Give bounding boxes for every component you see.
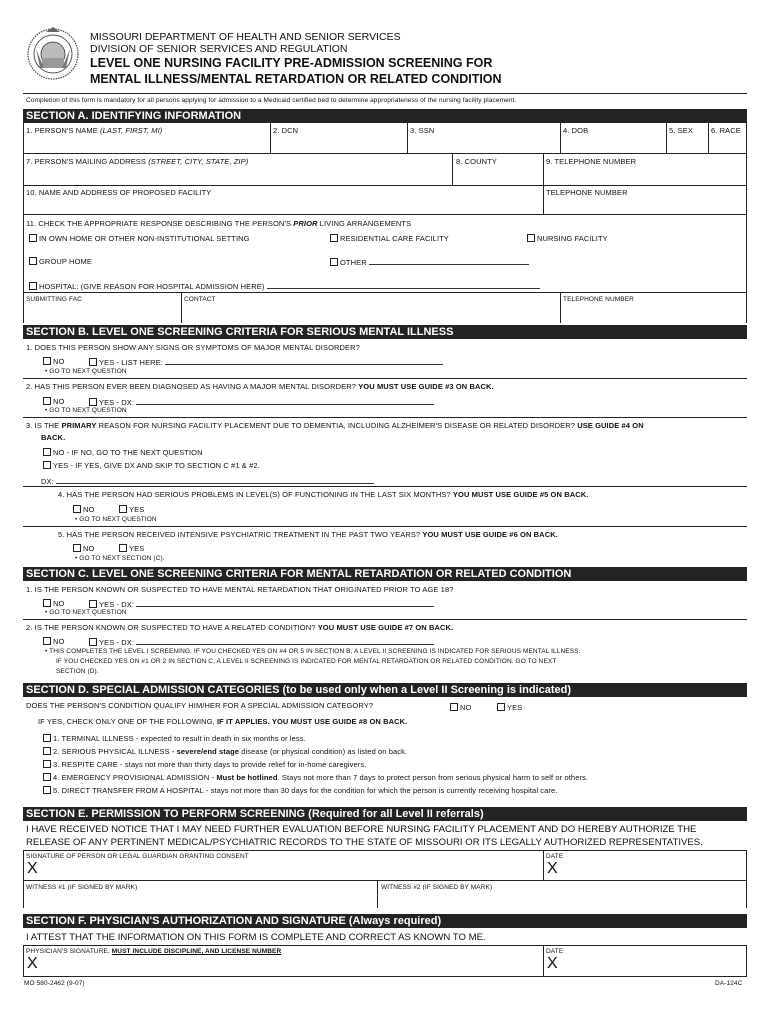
checkbox[interactable] <box>29 257 37 265</box>
field-label-dob: 4. DOB <box>563 126 589 135</box>
d-instruction: IF YES, CHECK ONLY ONE OF THE FOLLOWING, IF IT APPLIES. YOU MUST USE GUIDE #8 ON BACK. <box>38 717 408 726</box>
department-name: MISSOURI DEPARTMENT OF HEALTH AND SENIOR SERVICES <box>90 31 401 43</box>
b-question-1: 1. DOES THIS PERSON SHOW ANY SIGNS OR SYMPTOMS OF MAJOR MENTAL DISORDER? <box>26 343 360 352</box>
e-signature-field[interactable] <box>45 862 535 878</box>
checkbox[interactable] <box>73 544 81 552</box>
field-label-submitting-fac: SUBMITTING FAC <box>26 296 82 303</box>
checkbox[interactable] <box>119 544 127 552</box>
c-question-1: 1. IS THE PERSON KNOWN OR SUSPECTED TO HAVE MENTAL RETARDATION THAT ORIGINATED PRIOR TO AGE 18? <box>26 585 454 594</box>
e-consent-text-2: RELEASE OF ANY PERTINENT MEDICAL/PSYCHIATRIC RECORDS TO THE STATE OF MISSOURI OR ITS LEGALLY AUTHORIZED REPRESENTATIVES. <box>26 837 703 848</box>
b-question-5: 5. HAS THE PERSON RECEIVED INTENSIVE PSYCHIATRIC TREATMENT IN THE PAST TWO YEARS? YOU MUST USE GUIDE #6 ON BACK. <box>58 530 558 539</box>
b-question-2: 2. HAS THIS PERSON EVER BEEN DIAGNOSED AS HAVING A MAJOR MENTAL DISORDER? YOU MUST USE GUIDE #3 ON BACK. <box>26 382 494 391</box>
section-f-heading: SECTION F. PHYSICIAN'S AUTHORIZATION AND SIGNATURE (Always required) <box>23 914 747 928</box>
b2-go-next: • GO TO NEXT QUESTION <box>45 407 127 414</box>
section-d-heading: SECTION D. SPECIAL ADMISSION CATEGORIES (to be used only when a Level II Screening is indicated) <box>23 683 747 697</box>
b5-go-next-section: • GO TO NEXT SECTION (C). <box>75 555 165 562</box>
c-completion-note-3: SECTION (D). <box>56 668 99 675</box>
checkbox[interactable] <box>43 786 51 794</box>
c1-dx-input[interactable] <box>136 599 434 607</box>
form-code: DA-124C <box>715 980 743 987</box>
field-label-contact-telephone: TELEPHONE NUMBER <box>563 296 634 303</box>
form-title-line1: LEVEL ONE NURSING FACILITY PRE-ADMISSION SCREENING FOR <box>90 56 493 70</box>
f-signature-x: X <box>27 955 38 972</box>
b5-yes-option[interactable]: YES <box>119 544 144 553</box>
checkbox[interactable] <box>89 358 97 366</box>
field-label-county: 8. COUNTY <box>456 157 497 166</box>
b4-yes-option[interactable]: YES <box>119 505 144 514</box>
c1-no-option[interactable]: NO <box>43 599 64 608</box>
d-option-hospital-transfer[interactable]: 5. DIRECT TRANSFER FROM A HOSPITAL - stays not more than 30 days for the condition for which the person is currently receiving hospital care. <box>43 786 557 795</box>
b1-go-next: • GO TO NEXT QUESTION <box>45 368 127 375</box>
e-witness-1-label: WITNESS #1 (IF SIGNED BY MARK) <box>26 884 138 891</box>
checkbox[interactable] <box>89 600 97 608</box>
form-number: MO 580-2462 (9-07) <box>24 980 85 987</box>
c-question-2: 2. IS THE PERSON KNOWN OR SUSPECTED TO HAVE A RELATED CONDITION? YOU MUST USE GUIDE #7 ON BACK. <box>26 623 454 632</box>
b3-dx-input[interactable] <box>56 476 374 484</box>
d-option-emergency-admission[interactable]: 4. EMERGENCY PROVISIONAL ADMISSION - Must be hotlined. Stays not more than 7 days to protect person from serious physical harm to self or others. <box>43 773 588 782</box>
b-question-3-back: BACK. <box>41 433 66 442</box>
d-question: DOES THE PERSON'S CONDITION QUALIFY HIM/HER FOR A SPECIAL ADMISSION CATEGORY? <box>26 701 374 710</box>
option-group-home[interactable]: GROUP HOME <box>29 257 92 266</box>
checkbox[interactable] <box>43 734 51 742</box>
checkbox[interactable] <box>119 505 127 513</box>
field-label-ssn: 3. SSN <box>410 126 435 135</box>
checkbox[interactable] <box>43 357 51 365</box>
c-completion-note-2: IF YOU CHECKED YES ON #1 OR 2 IN SECTION C, A LEVEL II SCREENING IS INDICATED FOR MENTAL RETARDATION OR RELATED CONDITION. GO TO NEXT <box>56 658 557 665</box>
form-title-line2: MENTAL ILLNESS/MENTAL RETARDATION OR RELATED CONDITION <box>90 72 502 86</box>
field-label-facility-telephone: TELEPHONE NUMBER <box>546 188 628 197</box>
option-own-home[interactable]: IN OWN HOME OR OTHER NON-INSTITUTIONAL SETTING <box>29 234 250 243</box>
checkbox[interactable] <box>43 747 51 755</box>
option-hospital[interactable]: HOSPITAL: (GIVE REASON FOR HOSPITAL ADMISSION HERE) <box>29 281 540 291</box>
field-label-race: 6. RACE <box>711 126 741 135</box>
e-consent-text-1: I HAVE RECEIVED NOTICE THAT I MAY NEED FURTHER EVALUATION BEFORE NURSING FACILITY PLACEMENT AND DO HEREBY AUTHORIZE THE <box>26 824 697 835</box>
b-question-3: 3. IS THE PRIMARY REASON FOR NURSING FACILITY PLACEMENT DUE TO DEMENTIA, INCLUDING ALZHEIMER'S DISEASE OR RELATED DISORDER? USE GUIDE #4 ON <box>26 421 644 430</box>
f-signature-field[interactable] <box>45 957 535 973</box>
b1-no-option[interactable]: NO <box>43 357 64 366</box>
b-question-4: 4. HAS THE PERSON HAD SERIOUS PROBLEMS IN LEVEL(S) OF FUNCTIONING IN THE LAST SIX MONTHS? YOU MUST USE GUIDE #5 ON BACK. <box>58 490 589 499</box>
section-e-heading: SECTION E. PERMISSION TO PERFORM SCREENING (Required for all Level II referrals) <box>23 807 747 821</box>
person-name-field[interactable] <box>26 136 266 150</box>
checkbox[interactable] <box>43 599 51 607</box>
d-yes-option[interactable]: YES <box>497 703 522 712</box>
d-no-option[interactable]: NO <box>450 703 471 712</box>
d-option-terminal-illness[interactable]: 1. TERMINAL ILLNESS - expected to result in death in six months or less. <box>43 734 306 743</box>
mandatory-notice: Completion of this form is mandatory for all persons applying for admission to a Medicaid certified bed to determine appropriateness of the nursing facility placement. <box>26 97 517 104</box>
b2-yes-option[interactable]: YES - DX: <box>89 397 434 407</box>
b1-list-input[interactable] <box>165 357 443 365</box>
checkbox[interactable] <box>330 258 338 266</box>
b3-no-option[interactable]: NO - IF NO, GO TO THE NEXT QUESTION <box>43 448 203 457</box>
section-b-heading: SECTION B. LEVEL ONE SCREENING CRITERIA FOR SERIOUS MENTAL ILLNESS <box>23 325 747 339</box>
e-date-label: DATE <box>546 853 564 860</box>
e-date-x: X <box>547 860 558 877</box>
d-option-serious-physical-illness[interactable]: 2. SERIOUS PHYSICAL ILLNESS - severe/end stage disease (or physical condition) as listed on back. <box>43 747 407 756</box>
section-a-heading: SECTION A. IDENTIFYING INFORMATION <box>23 109 747 123</box>
c-completion-note-1: • THIS COMPLETES THE LEVEL I SCREENING. IF YOU CHECKED YES ON #4 OR 5 IN SECTION B, A LEVEL II SCREENING IS INDICATED FOR SERIOUS MENTAL ILLNESS. <box>45 648 581 655</box>
f-date-x: X <box>547 955 558 972</box>
c2-yes-option[interactable]: YES - DX: <box>89 637 434 647</box>
checkbox[interactable] <box>43 637 51 645</box>
b2-dx-input[interactable] <box>136 397 434 405</box>
checkbox[interactable] <box>43 461 51 469</box>
option-residential-care[interactable]: RESIDENTIAL CARE FACILITY <box>330 234 449 243</box>
field-label-sex: 5. SEX <box>669 126 693 135</box>
field-label-address: 7. PERSON'S MAILING ADDRESS (STREET, CITY, STATE, ZIP) <box>26 157 249 166</box>
f-signature-label: PHYSICIAN'S SIGNATURE, MUST INCLUDE DISCIPLINE, AND LICENSE NUMBER <box>26 948 282 955</box>
checkbox[interactable] <box>497 703 505 711</box>
field-label-proposed-facility: 10. NAME AND ADDRESS OF PROPOSED FACILITY <box>26 188 212 197</box>
checkbox[interactable] <box>29 282 37 290</box>
checkbox[interactable] <box>43 760 51 768</box>
c2-dx-input[interactable] <box>136 637 434 645</box>
checkbox[interactable] <box>43 448 51 456</box>
checkbox[interactable] <box>527 234 535 242</box>
field-label-telephone: 9. TELEPHONE NUMBER <box>546 157 637 166</box>
b1-yes-option[interactable]: YES - LIST HERE: <box>89 357 443 367</box>
checkbox[interactable] <box>89 638 97 646</box>
option-other[interactable]: OTHER <box>330 257 529 267</box>
field-label-contact: CONTACT <box>184 296 216 303</box>
field-label-name: 1. PERSON'S NAME (LAST, FIRST, MI) <box>26 126 163 135</box>
c2-no-option[interactable]: NO <box>43 637 64 646</box>
c1-go-next: • GO TO NEXT QUESTION <box>45 609 127 616</box>
f-attest-text: I ATTEST THAT THE INFORMATION ON THIS FORM IS COMPLETE AND CORRECT AS KNOWN TO ME. <box>26 932 486 943</box>
b4-go-next: • GO TO NEXT QUESTION <box>75 516 157 523</box>
living-arrangements-question: 11. CHECK THE APPROPRIATE RESPONSE DESCRIBING THE PERSON'S PRIOR LIVING ARRANGEMENTS <box>26 219 412 228</box>
b2-no-option[interactable]: NO <box>43 397 64 406</box>
d-option-respite-care[interactable]: 3. RESPITE CARE - stays not more than thirty days to provide relief for in-home caregivers. <box>43 760 366 769</box>
b3-dx: DX: <box>41 476 374 486</box>
option-nursing-facility[interactable]: NURSING FACILITY <box>527 234 608 243</box>
b5-no-option[interactable]: NO <box>73 544 94 553</box>
field-label-dcn: 2. DCN <box>273 126 299 135</box>
missouri-state-seal <box>26 24 80 82</box>
checkbox[interactable] <box>43 397 51 405</box>
checkbox[interactable] <box>89 398 97 406</box>
b3-yes-option[interactable]: YES - IF YES, GIVE DX AND SKIP TO SECTION C #1 & #2. <box>43 461 260 470</box>
section-c-heading: SECTION C. LEVEL ONE SCREENING CRITERIA FOR MENTAL RETARDATION OR RELATED CONDITION <box>23 567 747 581</box>
checkbox[interactable] <box>330 234 338 242</box>
c1-yes-option[interactable]: YES - DX: <box>89 599 434 609</box>
division-name: DIVISION OF SENIOR SERVICES AND REGULATION <box>90 43 348 55</box>
hospital-reason-input[interactable] <box>267 281 540 289</box>
checkbox[interactable] <box>43 773 51 781</box>
b4-no-option[interactable]: NO <box>73 505 94 514</box>
e-witness-2-label: WITNESS #2 (IF SIGNED BY MARK) <box>381 884 493 891</box>
f-date-label: DATE <box>546 948 564 955</box>
e-signature-x: X <box>27 860 38 877</box>
checkbox[interactable] <box>450 703 458 711</box>
checkbox[interactable] <box>73 505 81 513</box>
e-signature-label: SIGNATURE OF PERSON OR LEGAL GUARDIAN GRANTING CONSENT <box>26 853 249 860</box>
other-input[interactable] <box>369 257 529 265</box>
checkbox[interactable] <box>29 234 37 242</box>
